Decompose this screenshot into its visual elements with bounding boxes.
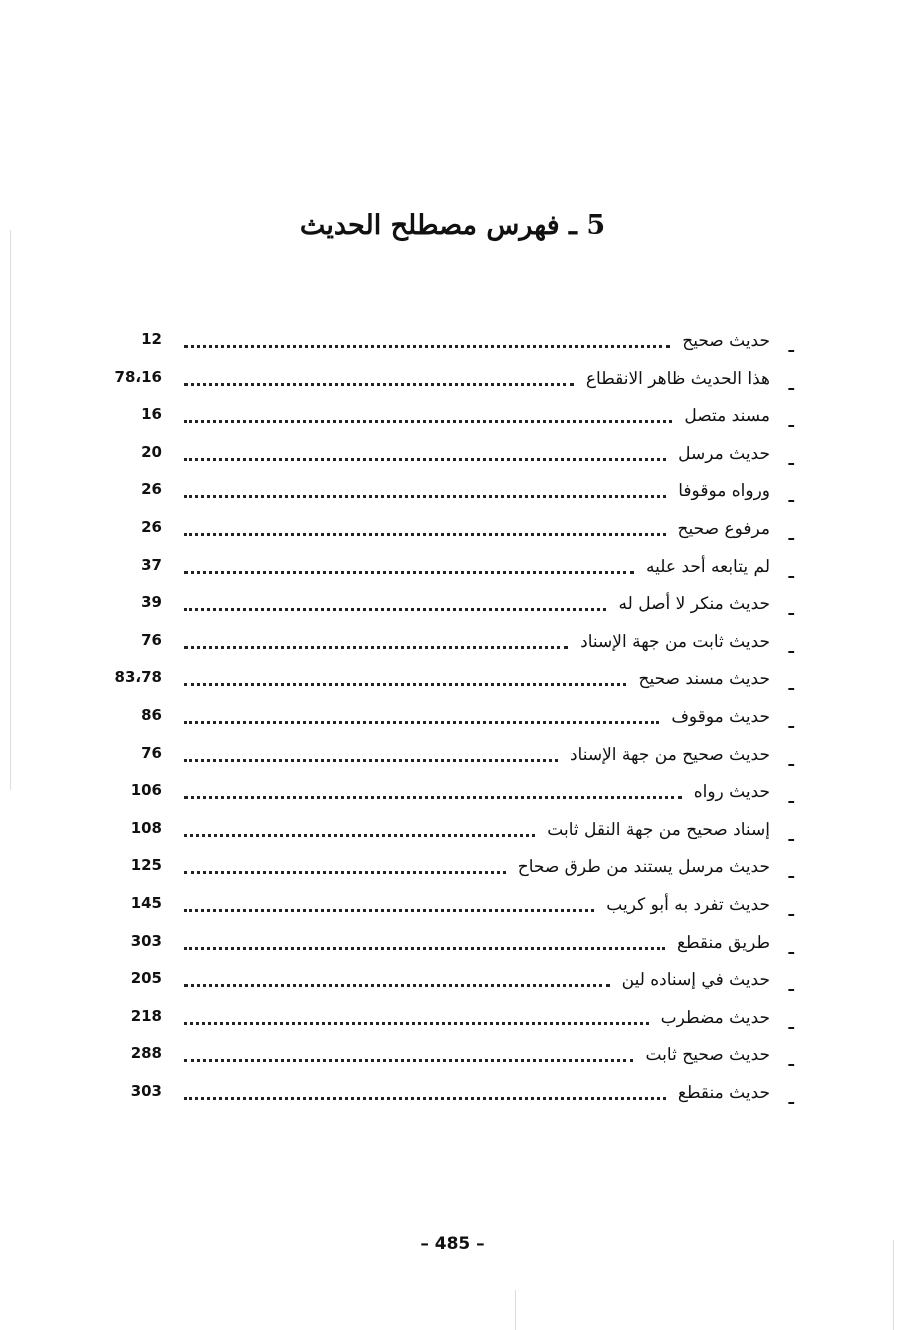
dot-leader <box>184 638 568 649</box>
entry-term: حديث رواه <box>693 782 770 803</box>
entry-page-reference: 76 <box>141 630 162 649</box>
page-title: 5 ـ فهرس مصطلح الحديث <box>299 210 606 241</box>
entry-term: حديث موقوف <box>671 706 770 727</box>
entry-term: طريق منقطع <box>676 932 770 953</box>
index-entry <box>100 928 800 966</box>
entry-term: لم يتابعه أحد عليه <box>646 556 770 577</box>
index-entry <box>100 815 800 853</box>
entry-page-reference: 145 <box>130 893 162 912</box>
entry-bullet: ـ <box>788 938 794 958</box>
entry-term: حديث صحيح ثابت <box>645 1045 770 1066</box>
dot-leader <box>184 826 535 837</box>
entry-bullet: ـ <box>788 976 794 996</box>
entry-page-reference: 37 <box>141 555 162 574</box>
entry-term: حديث صحيح من جهة الإسناد <box>569 744 770 765</box>
index-entry <box>100 702 800 740</box>
index-entry <box>100 740 800 778</box>
entry-bullet: ـ <box>788 750 794 770</box>
index-entry <box>100 627 800 665</box>
index-entry <box>100 589 800 627</box>
entry-bullet: ـ <box>788 524 794 544</box>
index-entry <box>100 476 800 514</box>
entry-bullet: ـ <box>788 374 794 394</box>
entry-term: حديث منكر لا أصل له <box>618 594 770 615</box>
entry-term: مرفوع صحيح <box>677 518 770 539</box>
entry-bullet: ـ <box>788 788 794 808</box>
entry-bullet: ـ <box>788 600 794 620</box>
index-list <box>100 326 800 1115</box>
entry-term: حديث صحيح <box>682 331 770 351</box>
entry-page-reference: 20 <box>141 442 162 461</box>
entry-bullet: ـ <box>788 1051 794 1071</box>
entry-bullet: ـ <box>788 900 794 920</box>
entry-bullet: ـ <box>788 1013 794 1033</box>
entry-page-reference: 86 <box>141 705 162 724</box>
dot-leader <box>184 751 558 762</box>
entry-bullet: ـ <box>788 825 794 845</box>
dot-leader <box>184 412 672 423</box>
entry-page-reference: 303 <box>130 931 162 950</box>
dot-leader <box>184 863 506 874</box>
index-entry <box>100 664 800 702</box>
entry-bullet: ـ <box>788 487 794 507</box>
index-entry <box>100 1078 800 1116</box>
entry-bullet: ـ <box>788 337 794 356</box>
entry-bullet: ـ <box>788 712 794 732</box>
dot-leader <box>184 450 666 461</box>
entry-page-reference: 108 <box>130 818 162 837</box>
dot-leader <box>184 976 610 987</box>
dot-leader <box>184 1014 649 1025</box>
entry-term: حديث مرسل <box>678 443 770 464</box>
index-entry <box>100 364 800 402</box>
index-entry <box>100 1003 800 1041</box>
dot-leader <box>184 1051 633 1062</box>
entry-bullet: ـ <box>788 449 794 469</box>
entry-page-reference: 205 <box>130 969 162 988</box>
index-entry <box>100 890 800 928</box>
dot-leader <box>184 337 670 348</box>
entry-term: ورواه موقوفا <box>678 481 770 502</box>
entry-page-reference: 106 <box>130 781 162 800</box>
index-entry <box>100 852 800 890</box>
index-entry <box>100 777 800 815</box>
entry-page-reference: 125 <box>130 856 162 875</box>
entry-term: مسند متصل <box>684 406 770 427</box>
dot-leader <box>184 675 626 686</box>
entry-page-reference: 78،16 <box>114 367 162 386</box>
index-entry <box>100 965 800 1003</box>
index-entry <box>100 439 800 477</box>
entry-term: إسناد صحيح من جهة النقل ثابت <box>547 819 770 840</box>
index-entry <box>100 1040 800 1078</box>
entry-page-reference: 76 <box>141 743 162 762</box>
entry-term: حديث منقطع <box>677 1082 770 1103</box>
dot-leader <box>184 1089 666 1100</box>
entry-page-reference: 39 <box>141 593 162 612</box>
entry-bullet: ـ <box>788 562 794 582</box>
index-entry <box>100 326 800 364</box>
dot-leader <box>184 939 665 950</box>
dot-leader <box>184 487 666 498</box>
entry-bullet: ـ <box>788 863 794 883</box>
entry-bullet: ـ <box>788 637 794 657</box>
entry-page-reference: 26 <box>141 517 162 536</box>
entry-bullet: ـ <box>788 1088 794 1108</box>
entry-page-reference: 303 <box>130 1081 162 1100</box>
entry-page-reference: 12 <box>141 330 162 348</box>
index-entry <box>100 552 800 590</box>
dot-leader <box>184 525 666 536</box>
entry-page-reference: 26 <box>141 480 162 499</box>
dot-leader <box>184 713 659 724</box>
entry-page-reference: 218 <box>130 1006 162 1025</box>
index-entry <box>100 514 800 552</box>
dot-leader <box>184 563 634 574</box>
index-entry <box>100 401 800 439</box>
entry-page-reference: 83،78 <box>114 668 162 687</box>
scan-margin-line <box>515 1290 516 1330</box>
entry-term: حديث مرسل يستند من طرق صحاح <box>517 857 770 878</box>
entry-bullet: ـ <box>788 675 794 695</box>
entry-term: حديث مسند صحيح <box>638 669 770 690</box>
dot-leader <box>184 375 574 386</box>
scan-margin-line <box>10 230 11 790</box>
entry-term: حديث تفرد به أبو كريب <box>606 894 770 915</box>
entry-term: هذا الحديث ظاهر الانقطاع <box>585 368 770 389</box>
dot-leader <box>184 901 594 912</box>
entry-page-reference: 288 <box>130 1044 162 1063</box>
entry-term: حديث في إسناده لين <box>621 970 770 991</box>
entry-page-reference: 16 <box>141 405 162 424</box>
entry-term: حديث ثابت من جهة الإسناد <box>580 631 770 652</box>
entry-term: حديث مضطرب <box>660 1007 770 1028</box>
dot-leader <box>184 600 606 611</box>
dot-leader <box>184 788 682 799</box>
entry-bullet: ـ <box>788 412 794 432</box>
scan-margin-line <box>893 1240 894 1330</box>
page-number: – 485 – <box>420 1234 485 1254</box>
